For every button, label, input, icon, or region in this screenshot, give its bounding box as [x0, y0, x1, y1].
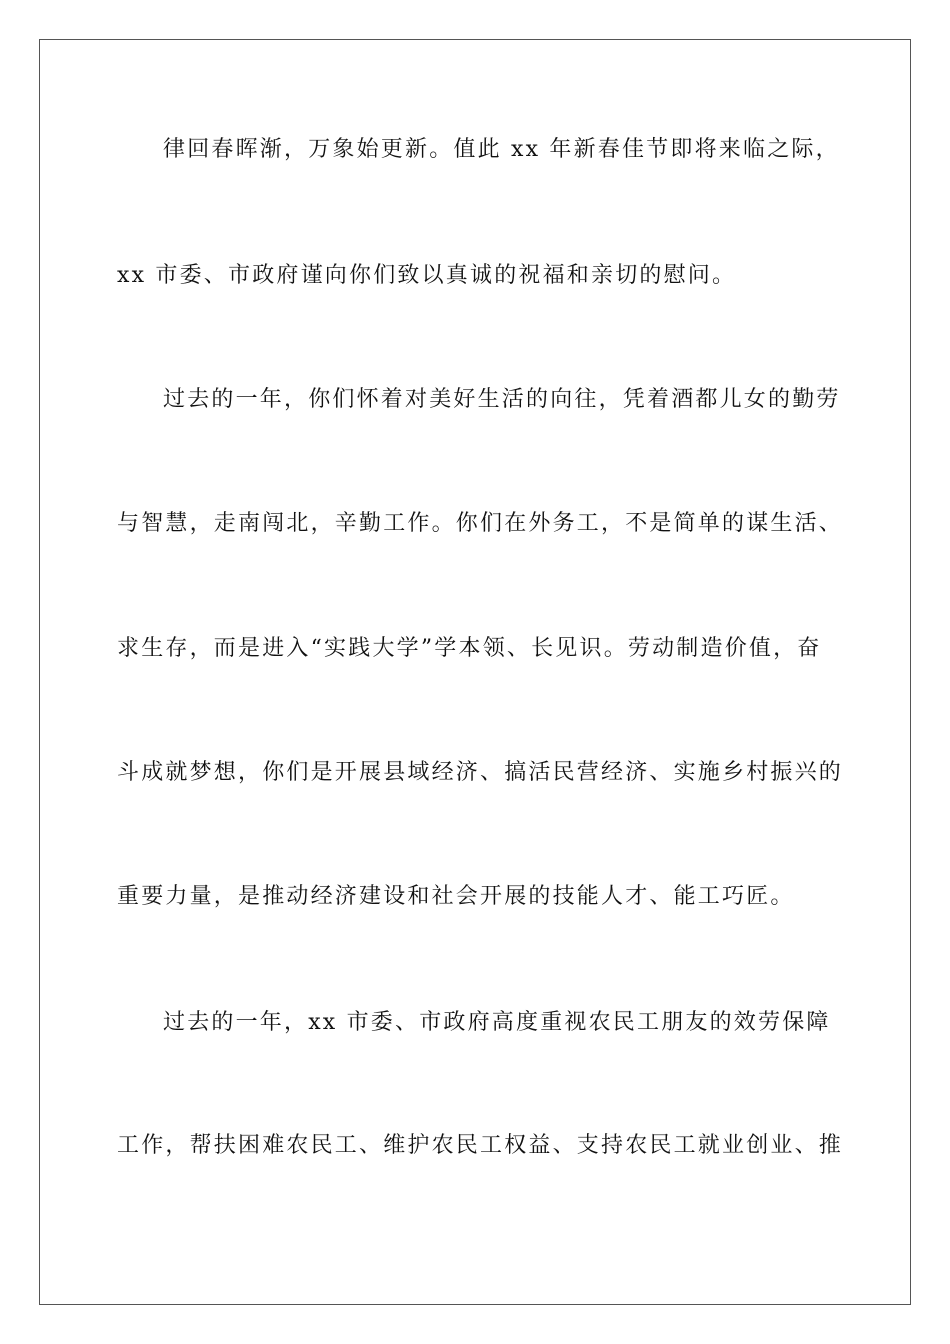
page-border [39, 39, 911, 1305]
paragraph-1-line-1: 律回春晖渐，万象始更新。值此 xx 年新春佳节即将来临之际， [163, 137, 840, 162]
paragraph-2-line-1: 过去的一年，你们怀着对美好生活的向往，凭着酒都儿女的勤劳 [163, 387, 841, 412]
paragraph-1-line-2: xx 市委、市政府谨向你们致以真诚的祝福和亲切的慰问。 [117, 263, 737, 288]
paragraph-3-line-1: 过去的一年，xx 市委、市政府高度重视农民工朋友的效劳保障 [163, 1010, 831, 1035]
paragraph-3-line-2: 工作，帮扶困难农民工、维护农民工权益、支持农民工就业创业、推 [117, 1133, 844, 1158]
paragraph-2-line-2: 与智慧，走南闯北，辛勤工作。你们在外务工，不是简单的谋生活、 [117, 511, 844, 536]
paragraph-2-line-4: 斗成就梦想，你们是开展县域经济、搞活民营经济、实施乡村振兴的 [117, 760, 844, 785]
paragraph-2-line-5: 重要力量，是推动经济建设和社会开展的技能人才、能工巧匠。 [117, 884, 795, 909]
paragraph-2-line-3: 求生存，而是进入“实践大学”学本领、长见识。劳动制造价值，奋 [117, 636, 822, 661]
